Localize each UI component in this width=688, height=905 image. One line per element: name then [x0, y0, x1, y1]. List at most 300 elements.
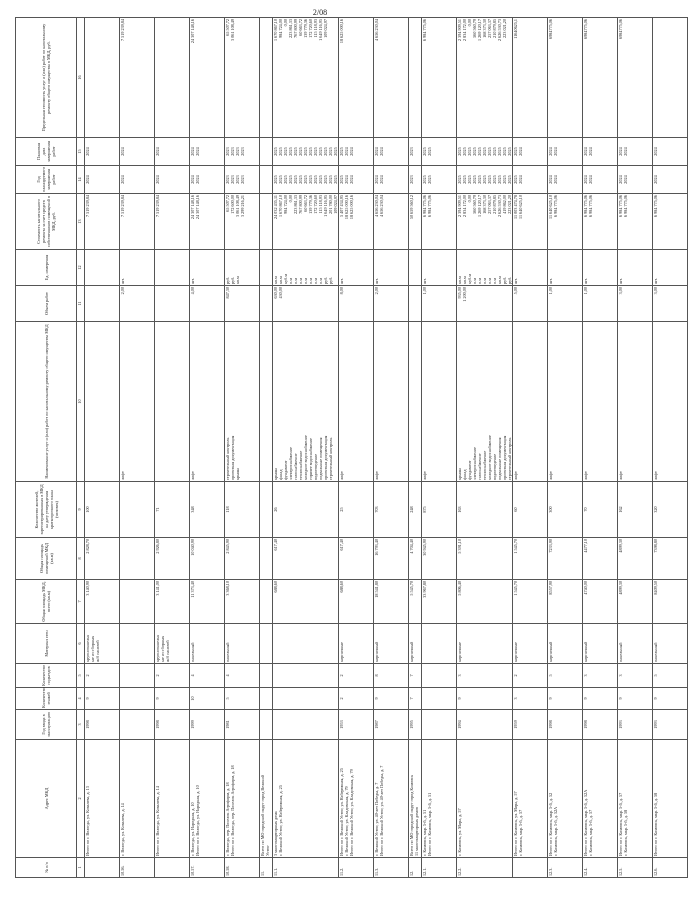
table-row	[548, 18, 583, 878]
cell-line: 2024	[623, 147, 628, 156]
cell-line: 2024	[195, 147, 200, 156]
cell-line: 2025	[507, 175, 512, 184]
cell-ent: 7	[409, 664, 422, 688]
column-number: 1	[77, 858, 85, 878]
cell-a1: 33 967,80	[422, 580, 457, 624]
cell-a1: 8557,90	[548, 580, 583, 624]
cell-line: п.м	[298, 278, 303, 284]
cell-line: панельный	[225, 642, 230, 662]
column-number: 10	[77, 322, 85, 482]
cell-line: 2025	[328, 147, 333, 156]
cell-line: 172 720,60	[308, 19, 313, 38]
cell-line: кв.м	[278, 276, 283, 284]
cell-line: 2025	[313, 147, 318, 156]
cell-line: 0,00	[288, 195, 293, 203]
cell-line: 2025	[513, 147, 518, 156]
cell-year: 1998	[85, 710, 120, 740]
cell-cost	[120, 194, 155, 250]
cell-line: 115 118,93	[313, 19, 318, 38]
cell-mat	[548, 624, 583, 664]
cell-res: 320	[653, 482, 688, 538]
cell-lim	[457, 18, 513, 138]
cell-a1: 4899,30	[618, 580, 653, 624]
cell-line: 2025	[278, 175, 283, 184]
cell-lim	[548, 18, 583, 138]
cell-line: 2024	[553, 147, 558, 156]
cell-line: г. Кимовск, мкр. 5-й, д. 57	[588, 809, 593, 856]
cell-line: 6 984 775,06	[553, 195, 558, 217]
cell-year: 1981	[225, 710, 260, 740]
cell-line: 984 724,00	[283, 195, 288, 214]
cell-ent: 2	[85, 664, 120, 688]
cell-fl	[422, 688, 457, 710]
cell-line: 1,00	[583, 287, 588, 295]
cell-line: 2025	[502, 175, 507, 184]
cell-year: 1993	[618, 710, 653, 740]
column-header: Общая площадь МКД, всего (кв.м)	[16, 580, 77, 624]
cell-a1: 1 545,70	[513, 580, 548, 624]
cell-line: 2024	[155, 147, 160, 156]
cell-line: кв.м	[457, 276, 462, 284]
column-header: Количество жителей, зарегистрированных в МКД на дату утверждения краткосрочного плана (человек)	[16, 482, 77, 538]
column-header: Ед. измерения	[16, 250, 77, 286]
cell-line: 1 269 120,17	[477, 19, 482, 41]
cell-line: 3,00	[618, 287, 623, 295]
cell-a1: 5 545,70	[409, 580, 422, 624]
table-row	[120, 18, 155, 878]
cell-line: 984 724,00	[278, 19, 283, 38]
cell-unit	[548, 250, 583, 286]
cell-a2: 2 828,70	[85, 538, 120, 580]
cell-pd	[155, 138, 190, 166]
cell-fl	[260, 688, 273, 710]
cell-line: 2024	[583, 175, 588, 184]
cell-line: 2024	[379, 147, 384, 156]
cell-lim	[260, 18, 273, 138]
cell-line: Итого по г. Вологда, ул. Народная, д. 10	[195, 785, 200, 856]
cell-cost	[457, 194, 513, 250]
column-number: 9	[77, 482, 85, 538]
cell-fl: 5	[225, 688, 260, 710]
cell-line: 2025	[278, 147, 283, 156]
cell-res: 703	[374, 482, 409, 538]
cell-line: п.м	[303, 278, 308, 284]
cell-cost	[155, 194, 190, 250]
cell-line: 2024	[583, 147, 588, 156]
cell-line: 6984775,06	[583, 19, 588, 39]
cell-line: 2025	[318, 147, 323, 156]
cell-work	[339, 322, 374, 482]
cell-line: 115 118,93	[318, 195, 323, 214]
cell-ent: 2	[339, 664, 374, 688]
table-row	[190, 18, 225, 878]
cell-fl: 9	[457, 688, 513, 710]
cell-line: 6 984 775,06	[427, 195, 432, 217]
cell-line: 2025	[333, 175, 338, 184]
cell-pd	[374, 138, 409, 166]
cell-line: водоотведение	[313, 453, 318, 480]
cell-fl: 9	[618, 688, 653, 710]
cell-work	[583, 322, 618, 482]
cell-addr	[120, 740, 155, 858]
cell-line: 2024	[618, 147, 623, 156]
cell-line: 210 879,85	[492, 195, 497, 214]
cell-line: 2024	[374, 147, 379, 156]
cell-vol	[548, 286, 583, 322]
cell-line: шт.	[583, 278, 588, 284]
cell-line: Итого по г. Кимовск, мкр. 5-й, д. 57	[618, 792, 623, 856]
cell-line: руб.	[328, 276, 333, 284]
cell-vol	[120, 286, 155, 322]
cell-line: 2025	[328, 175, 333, 184]
cell-ent: 5	[653, 664, 688, 688]
cell-line: 935,00	[457, 287, 462, 299]
cell-line: 6 984 775,06	[588, 195, 593, 217]
cell-line: 24 032 435,11	[273, 195, 278, 219]
cell-pd	[409, 138, 422, 166]
cell-mat	[583, 624, 618, 664]
cell-fl: 2	[339, 688, 374, 710]
cell-line: 3,00	[653, 287, 658, 295]
cell-line: 5,00	[513, 287, 518, 295]
cell-line: 2025	[298, 175, 303, 184]
cell-cost	[422, 194, 457, 250]
cell-n: 12.4.	[583, 858, 618, 878]
cell-line: Итого по г. Кимовск, мкр. 5-й, д. 58	[653, 792, 658, 856]
cell-line: 2024	[653, 147, 658, 156]
column-number: 16	[77, 18, 85, 138]
cell-fl: 3	[513, 688, 548, 710]
cell-a2: 30 945,90	[422, 538, 457, 580]
cell-line: строительный контроль	[225, 437, 230, 480]
cell-res: 162	[618, 482, 653, 538]
cell-line: руб.	[502, 276, 507, 284]
cell-cost	[583, 194, 618, 250]
cell-line: 6 984 775,06	[422, 19, 427, 41]
cell-line: Всего по МО городской округ город Кимовск	[409, 774, 414, 856]
cell-n: 11.3.	[374, 858, 409, 878]
cell-py	[339, 166, 374, 194]
cell-line: фасад	[278, 469, 283, 480]
column-number: 3	[77, 710, 85, 740]
cell-line: п.м	[308, 278, 313, 284]
cell-pd	[225, 138, 260, 166]
cell-line: 11 003 474,78	[513, 195, 518, 219]
cell-addr	[583, 740, 618, 858]
cell-line: 2024	[379, 175, 384, 184]
cell-addr	[339, 740, 374, 858]
table-row	[583, 18, 618, 878]
cell-n	[155, 858, 190, 878]
cell-line: лифт	[339, 471, 344, 480]
cell-line: куб.м	[467, 274, 472, 284]
cell-ent	[260, 664, 273, 688]
cell-mat	[653, 624, 688, 664]
cell-lim	[513, 18, 548, 138]
cell-ent	[422, 664, 457, 688]
cell-line: 24 307 148,16	[190, 195, 195, 220]
cell-line: 1 269 120,17	[477, 195, 482, 217]
cell-line: горячее водоснабжение	[308, 438, 313, 480]
cell-line: п.м	[318, 278, 323, 284]
cell-a2: 7233,90	[548, 538, 583, 580]
cell-line: лифт	[548, 471, 553, 480]
cell-line: 8,00	[339, 287, 344, 295]
cell-line: 2025	[492, 175, 497, 184]
column-header: Общая площадь помещений МКД (кв.м)	[16, 538, 77, 580]
cell-line: 50 659 560,12	[409, 195, 414, 220]
cell-line: ж/б панелей	[95, 640, 100, 662]
cell-addr	[457, 740, 513, 858]
cell-year: 1994	[457, 710, 513, 740]
column-number: 6	[77, 624, 85, 664]
cell-work	[260, 322, 273, 482]
cell-year: 1998	[548, 710, 583, 740]
cell-a2: 1 545,70	[513, 538, 548, 580]
cell-res: 300	[548, 482, 583, 538]
cell-cost	[374, 194, 409, 250]
cell-cost	[260, 194, 273, 250]
cell-mat	[190, 624, 225, 664]
cell-line: 2025	[339, 175, 344, 184]
cell-line: шт.	[339, 278, 344, 284]
table-row	[260, 18, 273, 878]
cell-vol	[155, 286, 190, 322]
cell-work	[409, 322, 422, 482]
cell-line: 4,00	[190, 287, 195, 295]
cell-line: шт.	[548, 278, 553, 284]
cell-line: 2025	[467, 147, 472, 156]
cell-line: ые из сборных	[90, 635, 95, 662]
rotated-page	[15, 18, 658, 878]
cell-a2	[120, 538, 155, 580]
cell-a1: 688,60	[273, 580, 339, 624]
cell-line: крупнопанельн	[155, 634, 160, 662]
table-row	[155, 18, 190, 878]
column-number: 11	[77, 286, 85, 322]
cell-n: 11.2.	[339, 858, 374, 878]
cell-lim	[653, 18, 688, 138]
cell-line: 2025	[492, 147, 497, 156]
cell-line: строительный контроль	[328, 437, 333, 480]
cell-line: 18 625 000,16	[349, 195, 354, 220]
cell-line: 2024	[349, 175, 354, 184]
cell-line: 2023	[240, 175, 245, 184]
cell-line: 139 779,36	[308, 195, 313, 214]
cell-lim	[374, 18, 409, 138]
cell-line: 2025	[273, 147, 278, 156]
cell-line: кв.м	[462, 276, 467, 284]
cell-a1: 688,60	[339, 580, 374, 624]
cell-a1: 4740,00	[583, 580, 618, 624]
cell-line: лифт	[583, 471, 588, 480]
cell-vol	[409, 286, 422, 322]
cell-lim	[422, 18, 457, 138]
cell-line: 2025	[323, 147, 328, 156]
cell-line: 2024	[120, 175, 125, 184]
cell-res: 875	[422, 482, 457, 538]
cell-line: г. Великий Устюг, ул. Кладовская, д. 79	[344, 786, 349, 856]
cell-line: 7 519 239,84	[120, 19, 125, 41]
cell-res	[120, 482, 155, 538]
cell-line: 2025	[333, 147, 338, 156]
cell-pd	[618, 138, 653, 166]
cell-vol	[513, 286, 548, 322]
cell-line: 2025	[482, 147, 487, 156]
cell-line: 2025	[288, 175, 293, 184]
cell-line: 0,00	[467, 19, 472, 27]
column-number: 13	[77, 194, 85, 250]
cell-line: строительный контроль	[507, 437, 512, 480]
cell-a2	[260, 538, 273, 580]
cell-addr	[85, 740, 120, 858]
cell-line: 419 862,00	[502, 195, 507, 214]
cell-a2: 2 926,80	[155, 538, 190, 580]
cell-vol	[583, 286, 618, 322]
cell-addr	[409, 740, 422, 858]
cell-line: 168 373,30	[482, 195, 487, 214]
column-header: Адрес МКД	[16, 740, 77, 858]
cell-unit	[457, 250, 513, 286]
cell-res: 70	[583, 482, 618, 538]
cell-line: кирпичный	[548, 641, 553, 662]
cell-line: шт.	[618, 278, 623, 284]
cell-line: проектная документация	[230, 435, 235, 480]
cell-line: 11 640 625,10	[518, 195, 523, 219]
cell-line: 847,30	[225, 287, 230, 299]
cell-line: фасад	[462, 469, 467, 480]
cell-line: 2025	[477, 175, 482, 184]
cell-fl: 9	[653, 688, 688, 710]
cell-lim	[85, 18, 120, 138]
cell-line: кв.м	[273, 276, 278, 284]
cell-line: 223 021,20	[502, 19, 507, 38]
cell-line: 0,00	[283, 19, 288, 27]
cell-line: 257 063,37	[487, 19, 492, 38]
cell-a2: 2 845,90	[225, 538, 260, 580]
cell-fl: 7	[409, 688, 422, 710]
cell-ent: 2	[155, 664, 190, 688]
cell-line: 2024	[548, 147, 553, 156]
cell-line: шт.	[653, 278, 658, 284]
cell-res	[260, 482, 273, 538]
cell-year: 1959	[513, 710, 548, 740]
cell-line: 3 061 108,49	[235, 195, 240, 217]
cell-work	[155, 322, 190, 482]
cell-line: кирпичные	[457, 642, 462, 662]
cell-fl: 9	[155, 688, 190, 710]
cell-res: 118	[225, 482, 260, 538]
cell-line: панельный	[653, 642, 658, 662]
cell-fl: 9	[583, 688, 618, 710]
cell-line: п.м	[472, 278, 477, 284]
cell-line: шт.	[422, 278, 427, 284]
cell-res: 348	[190, 482, 225, 538]
column-header: Количество подъездов	[16, 664, 77, 688]
cell-ent: 4	[225, 664, 260, 688]
cell-line: 2025	[323, 175, 328, 184]
cell-unit	[260, 250, 273, 286]
cell-n: 12.3.	[548, 858, 583, 878]
cell-line: г. Вологда, ул. Народная, д. 10	[190, 802, 195, 856]
cell-line: г. Великий Устюг, ул. 40-лет Победы, д. 7	[374, 782, 379, 856]
cell-line: 2025	[472, 175, 477, 184]
cell-cost	[85, 194, 120, 250]
cell-line: Итого по г. Вологда, ул. Ковалева, д. 13	[85, 786, 90, 856]
cell-fl: 9	[548, 688, 583, 710]
cell-line: Итого по г. Кимовск, ул. Мира, д. 57	[513, 791, 518, 856]
cell-line: 2024	[623, 175, 628, 184]
cell-line: 2025	[497, 147, 502, 156]
cell-work	[120, 322, 155, 482]
cell-res: 100	[85, 482, 120, 538]
cell-line: 767 800,99	[293, 19, 298, 38]
cell-mat	[85, 624, 120, 664]
cell-lim	[273, 18, 339, 138]
cell-addr	[374, 740, 409, 858]
cell-unit	[583, 250, 618, 286]
cell-n: 12.2.	[457, 858, 513, 878]
cell-ent: 3	[583, 664, 618, 688]
cell-line: подвальные помещения	[318, 437, 323, 480]
cell-line: 4 656 230,04	[379, 195, 384, 217]
cell-line: 2023	[225, 175, 230, 184]
cell-a2: 10 040,90	[190, 538, 225, 580]
column-number: 2	[77, 740, 85, 858]
cell-year	[273, 710, 339, 740]
cell-line: крыша	[457, 467, 462, 480]
cell-line: кирпичный	[374, 641, 379, 662]
cell-vol	[273, 286, 339, 322]
cell-line: п.м	[482, 278, 487, 284]
cell-pd	[513, 138, 548, 166]
table-row	[273, 18, 339, 878]
cell-line: ые из сборных	[160, 635, 165, 662]
cell-py	[548, 166, 583, 194]
cell-line: кирпичные	[513, 642, 518, 662]
cell-line: 2023	[225, 147, 230, 156]
cell-line: 1 670 867,10	[273, 19, 278, 41]
cell-line: электроснабжение	[472, 447, 477, 480]
cell-addr	[618, 740, 653, 858]
cell-line: кв.м	[497, 276, 502, 284]
cell-mat	[374, 624, 409, 664]
cell-line: 560 560,79	[472, 195, 477, 214]
column-header: Наименование услуг и (или) работ по капитальному ремонту общего имущества МКД	[16, 322, 77, 482]
cell-line: лифт	[513, 471, 518, 480]
cell-line: Устюг	[265, 845, 270, 856]
cell-line: 2025	[427, 175, 432, 184]
cell-lim	[190, 18, 225, 138]
cell-line: 2024	[155, 175, 160, 184]
cell-pd	[422, 138, 457, 166]
cell-n: 10.58.	[225, 858, 260, 878]
cell-a1	[120, 580, 155, 624]
cell-line: Итого по г. Великий Устюг, ул. Набережная, д. 25	[339, 768, 344, 856]
cell-unit	[653, 250, 688, 286]
cell-year: 1998	[155, 710, 190, 740]
cell-line: 2 626 530,73	[497, 19, 502, 41]
column-header: № п/п	[16, 858, 77, 878]
cell-ent: 2	[513, 664, 548, 688]
cell-cost	[225, 194, 260, 250]
cell-pd	[260, 138, 273, 166]
cell-mat	[409, 624, 422, 664]
cell-a2: 4 704,40	[409, 538, 422, 580]
cell-line: г. Кимовск, мкр. 5-й, д. 57	[518, 809, 523, 856]
cell-line: 2023	[230, 147, 235, 156]
cell-mat	[120, 624, 155, 664]
